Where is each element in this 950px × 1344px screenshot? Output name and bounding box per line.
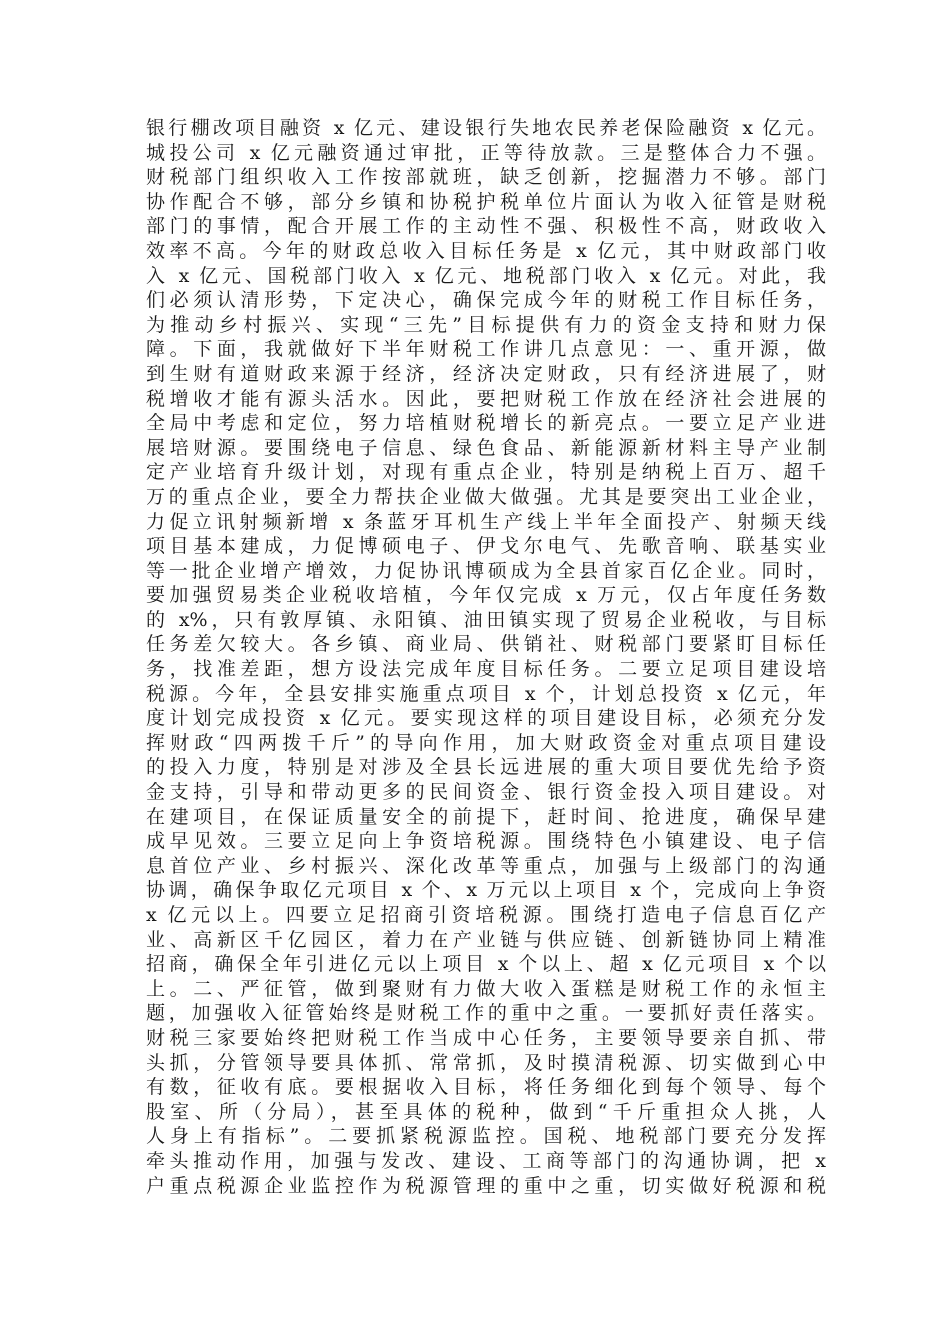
- text-line: 银行棚改项目融资 x 亿元、建设银行失地农民养老保险融资 x 亿元。: [146, 117, 826, 139]
- text-line: 为推动乡村振兴、实现“三先”目标提供有力的资金支持和财力保: [146, 313, 826, 336]
- text-line: 力促立讯射频新增 x 条蓝牙耳机生产线上半年全面投产、射频天线: [146, 510, 826, 533]
- text-line: 成早见效。三要立足向上争资培税源。围绕特色小镇建设、电子信: [146, 830, 826, 853]
- text-line: 度计划完成投资 x 亿元。要实现这样的项目建设目标，必须充分发: [146, 707, 826, 730]
- text-line: 人身上有指标”。二要抓紧税源监控。国税、地税部门要充分发挥: [146, 1125, 826, 1148]
- text-line: 要加强贸易类企业税收培植，今年仅完成 x 万元，仅占年度任务数: [146, 584, 826, 607]
- text-line: 牵头推动作用，加强与发改、建设、工商等部门的沟通协调，把 x: [146, 1149, 826, 1172]
- text-line: 财税三家要始终把财税工作当成中心任务，主要领导要亲自抓、带: [146, 1026, 826, 1049]
- text-line: 息首位产业、乡村振兴、深化改革等重点，加强与上级部门的沟通: [146, 854, 826, 877]
- text-line: 等一批企业增产增效，力促协讯博硕成为全县首家百亿企业。同时，: [146, 559, 826, 582]
- text-line: 户重点税源企业监控作为税源管理的重中之重，切实做好税源和税: [146, 1174, 826, 1197]
- text-line: 金支持，引导和带动更多的民间资金、银行资金投入项目建设。对: [146, 781, 826, 804]
- text-line: 协调，确保争取亿元项目 x 个、x 万元以上项目 x 个，完成向上争资: [146, 879, 826, 902]
- text-line: 上。二、严征管，做到聚财有力做大收入蛋糕是财税工作的永恒主: [146, 977, 826, 1000]
- text-line: 障。下面，我就做好下半年财税工作讲几点意见：一、重开源，做: [146, 338, 826, 361]
- text-line: 有数，征收有底。要根据收入目标，将任务细化到每个领导、每个: [146, 1076, 826, 1099]
- text-line: 税增收才能有源头活水。因此，要把财税工作放在经济社会进展的: [146, 387, 826, 410]
- text-line: 的 x%，只有敦厚镇、永阳镇、油田镇实现了贸易企业税收，与目标: [146, 608, 826, 631]
- text-line: 定产业培育升级计划，对现有重点企业，特别是纳税上百万、超千: [146, 461, 826, 484]
- text-line: 务，找准差距，想方设法完成年度目标任务。二要立足项目建设培: [146, 658, 826, 681]
- text-line: 协作配合不够，部分乡镇和协税护税单位片面认为收入征管是财税: [146, 190, 826, 213]
- text-line: 全局中考虑和定位，努力培植财税增长的新亮点。一要立足产业进: [146, 412, 826, 435]
- text-line: 业、高新区千亿园区，着力在产业链与供应链、创新链协同上精准: [146, 928, 826, 951]
- text-line: 任务差欠较大。各乡镇、商业局、供销社、财税部门要紧盯目标任: [146, 633, 826, 656]
- text-line: 在建项目，在保证质量安全的前提下，赶时间、抢进度，确保早建: [146, 805, 826, 828]
- text-line: 项目基本建成，力促博硕电子、伊戈尔电气、先歌音响、联基实业: [146, 535, 826, 558]
- text-line: 入 x 亿元、国税部门收入 x 亿元、地税部门收入 x 亿元。对此，我: [146, 264, 826, 287]
- text-line: 到生财有道财政来源于经济，经济决定财政，只有经济进展了，财: [146, 362, 826, 385]
- text-line: 挥财政“四两拨千斤”的导向作用，加大财政资金对重点项目建设: [146, 731, 826, 754]
- text-line: 们必须认清形势，下定决心，确保完成今年的财税工作目标任务，: [146, 289, 826, 312]
- text-line: x 亿元以上。四要立足招商引资培税源。围绕打造电子信息百亿产: [146, 904, 826, 926]
- text-line: 的投入力度，特别是对涉及全县长远进展的重大项目要优先给予资: [146, 756, 826, 779]
- text-line: 招商，确保全年引进亿元以上项目 x 个以上、超 x 亿元项目 x 个以: [146, 953, 826, 976]
- text-line: 展培财源。要围绕电子信息、绿色食品、新能源新材料主导产业制: [146, 436, 826, 459]
- text-line: 税源。今年，全县安排实施重点项目 x 个，计划总投资 x 亿元，年: [146, 682, 826, 705]
- text-line: 效率不高。今年的财政总收入目标任务是 x 亿元，其中财政部门收: [146, 239, 826, 262]
- text-line: 城投公司 x 亿元融资通过审批，正等待放款。三是整体合力不强。: [146, 141, 826, 164]
- text-line: 头抓，分管领导要具体抓、常常抓，及时摸清税源、切实做到心中: [146, 1051, 826, 1074]
- text-line: 股室、所（分局），甚至具体的税种，做到“千斤重担众人挑，人: [146, 1100, 826, 1123]
- document-body-text: [146, 116, 826, 1198]
- text-line: 万的重点企业，要全力帮扶企业做大做强。尤其是要突出工业企业，: [146, 485, 826, 508]
- text-line: 财税部门组织收入工作按部就班，缺乏创新，挖掘潜力不够。部门: [146, 166, 826, 189]
- text-line: 部门的事情，配合开展工作的主动性不强、积极性不高，财政收入: [146, 215, 826, 238]
- text-line: 题，加强收入征管始终是财税工作的重中之重。一要抓好责任落实。: [146, 1002, 826, 1025]
